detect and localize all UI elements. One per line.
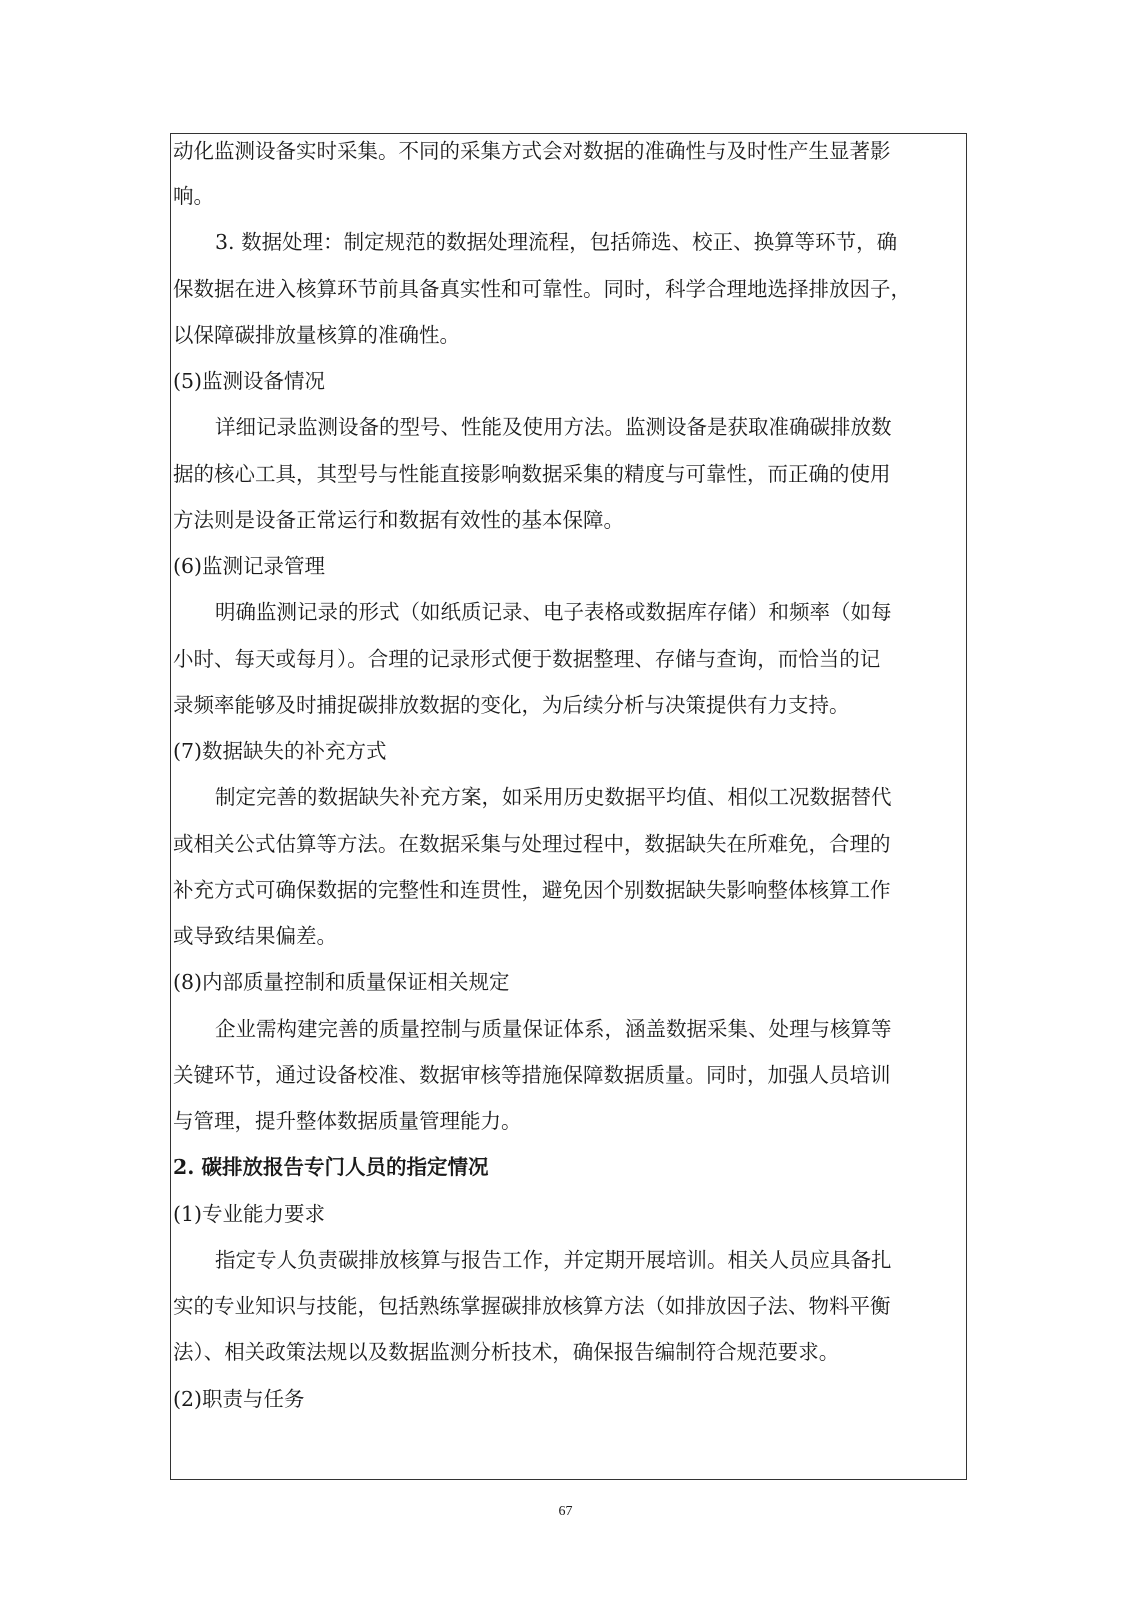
text-line: 或相关公式估算等方法。在数据采集与处理过程中，数据缺失在所难免，合理的 [173,832,891,856]
text-line: 详细记录监测设备的型号、性能及使用方法。监测设备是获取准确碳排放数 [215,415,892,439]
text-line: 响。 [173,184,214,208]
section-heading: (6)监测记录管理 [173,554,326,578]
text-line: 实的专业知识与技能，包括熟练掌握碳排放核算方法（如排放因子法、物料平衡 [173,1294,891,1318]
text-line: 据的核心工具，其型号与性能直接影响数据采集的精度与可靠性，而正确的使用 [173,462,891,486]
text-line: 保数据在进入核算环节前具备真实性和可靠性。同时，科学合理地选择排放因子， [173,277,911,301]
page-number: 67 [558,1504,573,1519]
major-heading: 2. 碳排放报告专门人员的指定情况 [173,1155,489,1179]
text-line: 以保障碳排放量核算的准确性。 [173,323,460,347]
section-heading: (1)专业能力要求 [173,1202,326,1226]
text-line: 补充方式可确保数据的完整性和连贯性，避免因个别数据缺失影响整体核算工作 [173,878,891,902]
text-line: 动化监测设备实时采集。不同的采集方式会对数据的准确性与及时性产生显著影 [173,139,891,163]
text-line: 录频率能够及时捕捉碳排放数据的变化，为后续分析与决策提供有力支持。 [173,693,850,717]
text-line: 法）、相关政策法规以及数据监测分析技术，确保报告编制符合规范要求。 [173,1340,840,1364]
text-line: 企业需构建完善的质量控制与质量保证体系，涵盖数据采集、处理与核算等 [215,1017,892,1041]
text-line: 3. 数据处理：制定规范的数据处理流程，包括筛选、校正、换算等环节，确 [215,230,898,254]
text-line: 或导致结果偏差。 [173,924,337,948]
text-line: 制定完善的数据缺失补充方案，如采用历史数据平均值、相似工况数据替代 [215,785,892,809]
text-line: 小时、每天或每月）。合理的记录形式便于数据整理、存储与查询，而恰当的记 [173,647,881,671]
text-line: 关键环节，通过设备校准、数据审核等措施保障数据质量。同时，加强人员培训 [173,1063,891,1087]
section-heading: (5)监测设备情况 [173,369,326,393]
section-heading: (8)内部质量控制和质量保证相关规定 [173,970,510,994]
section-heading: (7)数据缺失的补充方式 [173,739,387,763]
content-frame [170,133,967,1480]
text-line: 与管理，提升整体数据质量管理能力。 [173,1109,522,1133]
section-heading: (2)职责与任务 [173,1387,305,1411]
text-line: 指定专人负责碳排放核算与报告工作，并定期开展培训。相关人员应具备扎 [215,1248,892,1272]
text-line: 明确监测记录的形式（如纸质记录、电子表格或数据库存储）和频率（如每 [215,600,892,624]
text-line: 方法则是设备正常运行和数据有效性的基本保障。 [173,508,624,532]
